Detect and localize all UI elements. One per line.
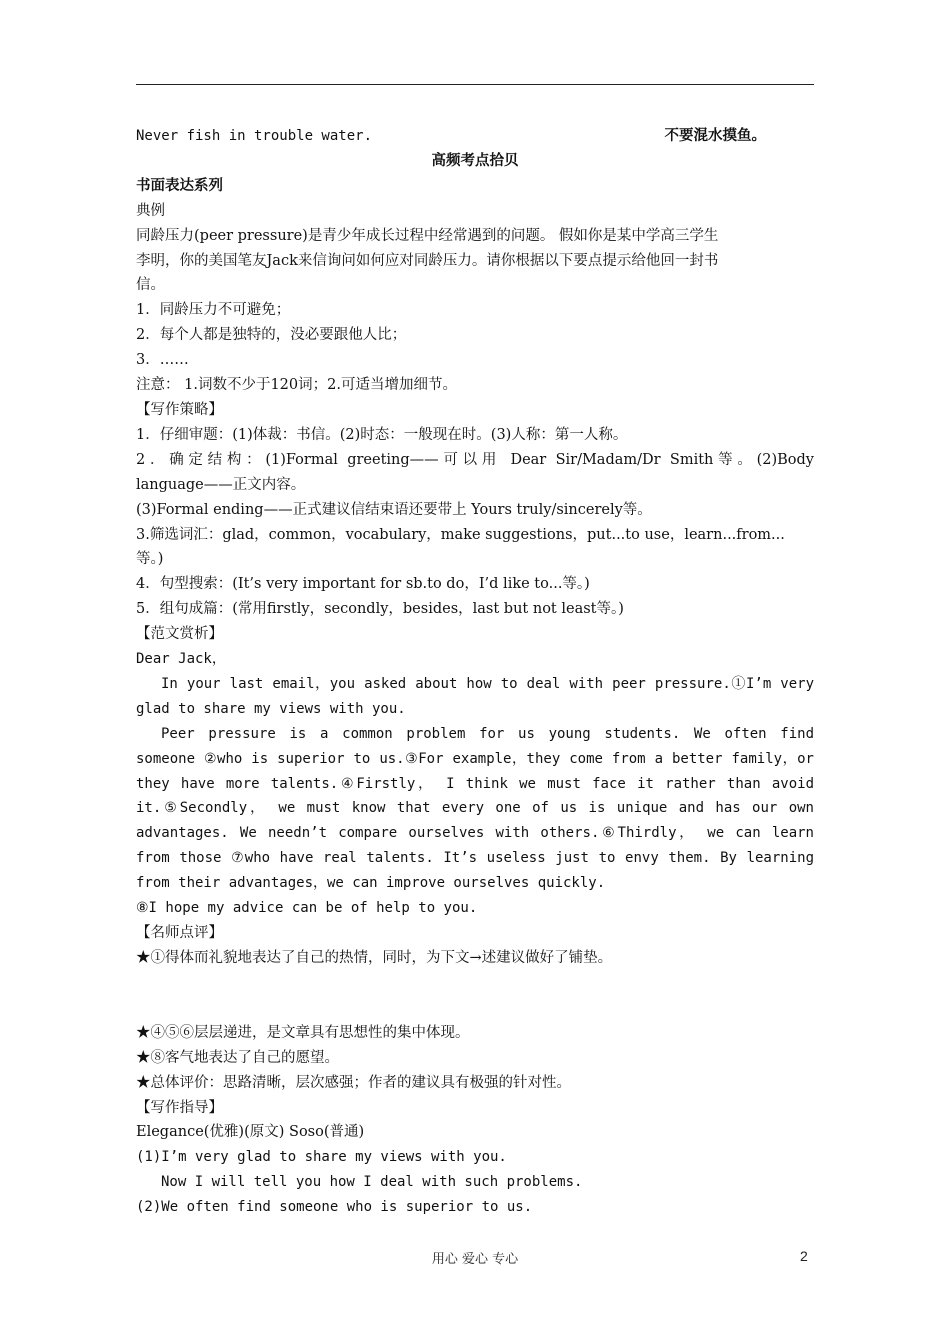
text-line: In your last email，you asked about how to deal with peer pressure.①I’m very [161,675,814,692]
document-page [136,124,814,1220]
text-line: ★⑧客气地表达了自己的愿望。 [136,1049,339,1066]
text-line: Now I will tell you how I deal with such problems. [161,1174,583,1191]
text-line: 3.筛选词汇：glad，common，vocabulary，make suggestions，put...to use，learn...from... [136,526,785,543]
text-line: 【范文赏析】 [136,626,223,643]
text-line: 4．句型搜索：(It’s very important for sb.to do，I’d like to...等。) [136,576,590,593]
text-line: 【写作指导】 [136,1099,223,1116]
text-line: ★①得体而礼貌地表达了自己的热情，同时，为下文→述建议做好了铺垫。 [136,949,613,966]
text-line: (3)Formal ending——正式建议信结束语还要带上 Yours truly/sincerely等。 [136,501,652,518]
text-line: glad to share my views with you. [136,700,406,717]
text-line: they have more talents.④Firstly， I think we must face it rather than avoid [136,775,814,792]
text-line: 信。 [136,277,165,294]
text-line: 3．…… [136,352,189,369]
document-body [136,199,814,1220]
text-line: Peer pressure is a common problem for us young students. We often find [161,725,814,742]
proverb-row [136,124,814,149]
proverb-english: Never fish in trouble water. [136,128,373,144]
text-line: 【写作策略】 [136,401,223,418]
page-title: 高频考点拾贝 [431,152,519,169]
text-line: 典例 [136,202,165,219]
text-line: (2)We often find someone who is superior to us. [136,1199,533,1216]
text-line: language——正文内容。 [136,476,306,493]
proverb-chinese: 不要混水摸鱼。 [664,128,766,144]
text-line: from their advantages，we can improve ourselves quickly. [136,875,606,892]
text-line: 2．确定结构：(1)Formal greeting——可以用 Dear Sir/Madam/Dr Smith等。(2)Body [136,451,814,468]
text-line: advantages. We needn’t compare ourselves with others.⑥Thirdly， we can learn [136,825,814,842]
header-rule [136,84,814,85]
text-line: it.⑤Secondly， we must know that every one of us is unique and has our own [136,800,814,817]
text-line: someone ②who is superior to us.③For example，they come from a better family，or [136,750,814,767]
text-line: Elegance(优雅)(原文) Soso(普通) [136,1124,365,1141]
page-number: 2 [800,1248,808,1264]
text-line: (1)I’m very glad to share my views with you. [136,1149,507,1166]
text-line: 注意： 1.词数不少于120词；2.可适当增加细节。 [136,377,457,394]
text-line: Dear Jack， [136,651,226,668]
text-line: 等。) [136,551,164,568]
section-heading: 书面表达系列 [136,177,223,194]
text-line: ★④⑤⑥层层递进，是文章具有思想性的集中体现。 [136,1024,470,1041]
text-line: 【名师点评】 [136,925,223,941]
text-line: from those ⑦who have real talents. It’s useless just to envy them. By learning [136,850,814,867]
text-line: 5．组句成篇：(常用firstly，secondly，besides，last but not least等。) [136,601,624,618]
text-line: 1．仔细审题：(1)体裁：书信。(2)时态：一般现在时。(3)人称：第一人称。 [136,426,628,443]
blank-space [136,971,814,1021]
text-line: 李明，你的美国笔友Jack来信询问如何应对同龄压力。请你根据以下要点提示给他回一封书 [136,252,719,269]
text-line: 2．每个人都是独特的，没必要跟他人比； [136,327,407,344]
text-line: ⑧I hope my advice can be of help to you. [136,900,478,917]
text-line: ★总体评价：思路清晰，层次感强；作者的建议具有极强的针对性。 [136,1074,571,1091]
footer-slogan: 用心 爱心 专心 [431,1252,519,1267]
text-line: 同龄压力(peer pressure)是青少年成长过程中经常遇到的问题。 假如你是某中学高三学生 [136,227,719,244]
text-line: 1．同龄压力不可避免； [136,302,291,319]
